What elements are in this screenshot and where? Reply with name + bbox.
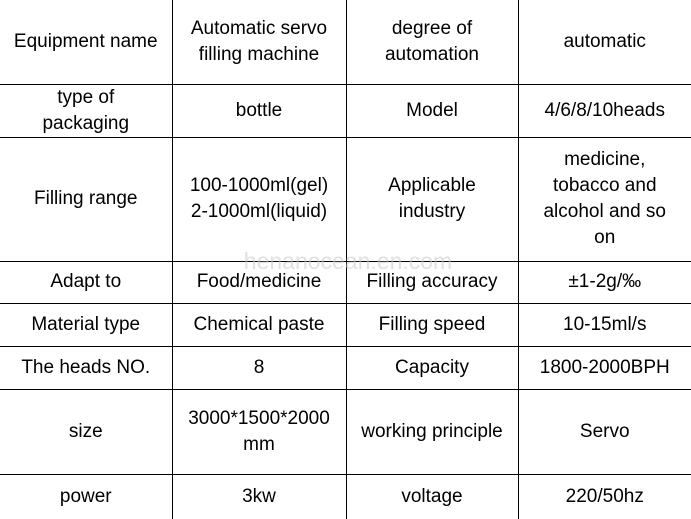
table-row [0, 303, 691, 346]
cell-label: working principle [346, 389, 518, 474]
cell-label: degree of automation [346, 0, 518, 84]
cell-value: Food/medicine [172, 261, 346, 303]
cell-value: Chemical paste [172, 303, 346, 346]
table-row [0, 84, 691, 137]
cell-label: voltage [346, 474, 518, 519]
cell-value: 1800-2000BPH [518, 346, 691, 389]
cell-value: 10-15ml/s [518, 303, 691, 346]
cell-value: Automatic servo filling machine [172, 0, 346, 84]
table-row [0, 261, 691, 303]
table-row [0, 346, 691, 389]
cell-label: Filling speed [346, 303, 518, 346]
cell-label: type of packaging [0, 84, 172, 137]
cell-label: Adapt to [0, 261, 172, 303]
cell-label: Model [346, 84, 518, 137]
cell-label: Filling range [0, 137, 172, 261]
cell-label: Equipment name [0, 0, 172, 84]
cell-label: The heads NO. [0, 346, 172, 389]
cell-value: Servo [518, 389, 691, 474]
cell-value: 220/50hz [518, 474, 691, 519]
cell-label: power [0, 474, 172, 519]
table-row [0, 474, 691, 519]
table-row [0, 137, 691, 261]
cell-value: 100-1000ml(gel) 2-1000ml(liquid) [172, 137, 346, 261]
cell-value: 8 [172, 346, 346, 389]
cell-value: 3kw [172, 474, 346, 519]
cell-label: Applicable industry [346, 137, 518, 261]
table-row [0, 0, 691, 84]
cell-value: bottle [172, 84, 346, 137]
cell-label: Capacity [346, 346, 518, 389]
cell-label: Filling accuracy [346, 261, 518, 303]
cell-value: 3000*1500*2000 mm [172, 389, 346, 474]
cell-label: Material type [0, 303, 172, 346]
cell-value: 4/6/8/10heads [518, 84, 691, 137]
cell-value: automatic [518, 0, 691, 84]
cell-label: size [0, 389, 172, 474]
cell-value: ±1-2g/‰ [518, 261, 691, 303]
watermark-text: henanocean.en.com [243, 248, 453, 274]
table-row [0, 389, 691, 474]
cell-value: medicine, tobacco and alcohol and so on [518, 137, 691, 261]
